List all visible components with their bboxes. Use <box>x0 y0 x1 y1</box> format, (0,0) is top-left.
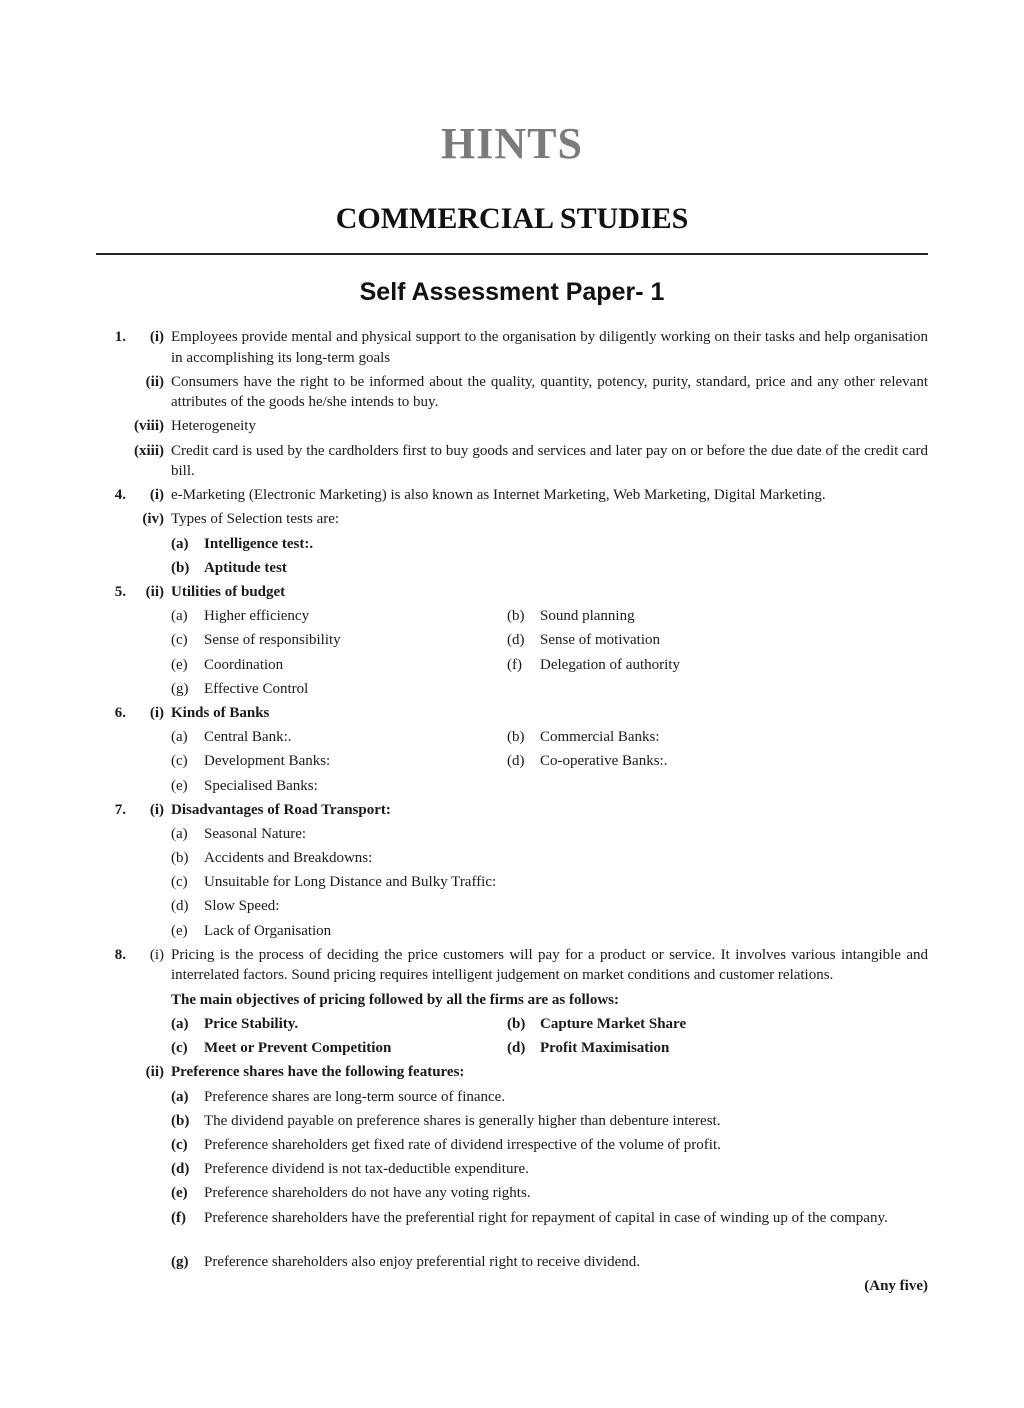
part-label: (i) <box>149 704 164 721</box>
list-item <box>0 1208 1024 1249</box>
item-label: (c) <box>171 1040 188 1057</box>
item-text: Profit Maximisation <box>540 1040 670 1057</box>
subject-title: COMMERCIAL STUDIES <box>335 202 689 235</box>
part-label: (xiii) <box>134 442 164 459</box>
item-text: The dividend payable on preference shares is generally higher than debenture interest. <box>204 1112 721 1129</box>
answer-text: e-Marketing (Electronic Marketing) is also known as Internet Marketing, Web Marketing, Digital Marketing. <box>171 487 826 504</box>
list-row <box>0 606 1024 627</box>
list-item <box>0 1111 1024 1132</box>
item-label: (d) <box>171 1161 190 1178</box>
item-label: (b) <box>507 729 525 746</box>
part-label: (i) <box>149 801 164 818</box>
list-item <box>0 1183 1024 1204</box>
question-number: 8. <box>114 946 126 963</box>
list-row <box>0 751 1024 772</box>
part-label: (viii) <box>134 418 164 435</box>
item-label: (d) <box>171 898 189 915</box>
item-text: Meet or Prevent Competition <box>204 1040 392 1057</box>
objectives-heading: The main objectives of pricing followed by all the firms are as follows: <box>171 991 620 1008</box>
answer-text: Credit card is used by the cardholders first to buy goods and services and later pay on or before the due date of the credit card bill. <box>171 442 928 480</box>
answer-heading: Kinds of Banks <box>171 704 270 721</box>
list-row <box>0 679 1024 700</box>
q4-iv <box>0 509 1024 530</box>
q7-i <box>0 800 1024 821</box>
item-text: Price Stability. <box>204 1016 299 1032</box>
item-label: (f) <box>507 656 522 673</box>
q8-ii <box>0 1062 1024 1083</box>
item-label: (b) <box>507 1016 526 1032</box>
q6-i <box>0 703 1024 724</box>
list-item <box>0 534 1024 555</box>
item-text: Seasonal Nature: <box>204 825 307 842</box>
item-text: Delegation of authority <box>540 656 680 673</box>
item-label: (d) <box>507 1040 526 1057</box>
list-item <box>0 921 1024 942</box>
answer-heading: Utilities of budget <box>171 584 286 600</box>
list-row <box>0 727 1024 748</box>
item-text: Lack of Organisation <box>204 922 332 939</box>
item-label: (a) <box>171 825 188 842</box>
item-text: Commercial Banks: <box>540 729 660 746</box>
q8-i <box>0 945 1024 986</box>
list-row <box>0 655 1024 676</box>
item-text: Development Banks: <box>204 753 331 770</box>
list-item <box>0 872 1024 893</box>
item-label: (g) <box>171 680 189 697</box>
part-label: (i) <box>149 487 164 504</box>
list-item <box>0 1087 1024 1108</box>
item-text: Preference shareholders have the preferential right for repayment of capital in case of winding up of the company. <box>204 1209 888 1226</box>
item-label: (c) <box>171 753 188 770</box>
list-item <box>0 1252 1024 1273</box>
question-number: 5. <box>114 584 126 600</box>
item-text: Coordination <box>204 656 284 673</box>
list-item <box>0 896 1024 917</box>
q8-objectives-heading-row <box>0 990 1024 1011</box>
item-label: (c) <box>171 632 188 649</box>
part-label: (i) <box>149 946 164 963</box>
item-text: Preference shares are long-term source of finance. <box>204 1088 506 1105</box>
item-label: (e) <box>171 922 188 939</box>
item-label: (b) <box>171 559 190 576</box>
answer-heading: Preference shares have the following features: <box>171 1064 465 1081</box>
item-text: Sound planning <box>540 608 635 625</box>
item-label: (a) <box>171 535 189 552</box>
item-text: Co-operative Banks:. <box>540 753 668 770</box>
part-label: (iv) <box>142 511 164 528</box>
q1-viii <box>0 416 1024 437</box>
list-item <box>0 558 1024 579</box>
question-number: 7. <box>114 801 126 818</box>
item-label: (a) <box>171 1088 189 1105</box>
answer-text: Types of Selection tests are: <box>171 511 340 528</box>
hints-title: HINTS <box>441 119 583 168</box>
item-text: Aptitude test <box>204 559 287 576</box>
item-label: (b) <box>507 608 525 625</box>
item-label: (e) <box>171 656 188 673</box>
question-number: 4. <box>114 487 126 504</box>
q1-i <box>0 327 1024 368</box>
question-number: 6. <box>114 704 126 721</box>
list-item <box>0 1135 1024 1156</box>
answer-text: Employees provide mental and physical support to the organisation by diligently working on their tasks and help organisation in accomplishing its long-term goals <box>171 329 928 366</box>
q1-ii <box>0 372 1024 413</box>
answer-heading: Disadvantages of Road Transport: <box>171 801 391 818</box>
item-label: (a) <box>171 608 188 625</box>
list-row <box>0 630 1024 651</box>
item-label: (d) <box>507 632 525 649</box>
item-label: (g) <box>171 1254 189 1271</box>
question-number: 1. <box>114 329 126 345</box>
item-label: (f) <box>171 1209 186 1226</box>
item-text: Effective Control <box>204 680 309 697</box>
item-label: (e) <box>171 777 188 794</box>
answer-text: Pricing is the process of deciding the price customers will pay for a product or service. It involves various intangible and interrelated factors. Sound pricing requires intelligent judgement on market conditions and customer relations. <box>171 946 928 984</box>
part-label: (ii) <box>145 1064 164 1081</box>
paper-title: Self Assessment Paper- 1 <box>359 278 665 306</box>
item-text: Unsuitable for Long Distance and Bulky Traffic: <box>204 874 497 891</box>
item-label: (d) <box>507 753 525 770</box>
part-label: (ii) <box>145 584 164 600</box>
item-label: (b) <box>171 1112 190 1129</box>
item-text: Higher efficiency <box>204 608 310 625</box>
item-text: Slow Speed: <box>204 898 280 915</box>
item-text: Sense of motivation <box>540 632 660 649</box>
part-label: (ii) <box>145 373 164 390</box>
list-row <box>0 1038 1024 1059</box>
list-item <box>0 824 1024 845</box>
item-text: Specialised Banks: <box>204 777 318 794</box>
item-text: Central Bank:. <box>204 729 292 746</box>
answer-text: Heterogeneity <box>171 418 256 435</box>
q5-ii <box>0 582 1024 603</box>
item-label: (a) <box>171 729 188 746</box>
list-item <box>0 848 1024 869</box>
item-text: Intelligence test:. <box>204 535 314 552</box>
q1-xiii <box>0 441 1024 482</box>
list-row <box>0 776 1024 797</box>
item-text: Accidents and Breakdowns: <box>204 850 373 867</box>
q4-i <box>0 485 1024 506</box>
item-label: (c) <box>171 874 188 891</box>
answer-text: Consumers have the right to be informed about the quality, quantity, potency, purity, standard, price and any other relevant attributes of the goods he/she intends to buy. <box>171 373 928 411</box>
item-text: Preference shareholders get fixed rate of dividend irrespective of the volume of profit. <box>204 1136 721 1153</box>
title-divider <box>96 253 928 255</box>
item-label: (b) <box>171 850 189 867</box>
part-label: (i) <box>149 329 164 345</box>
item-label: (e) <box>171 1185 188 1202</box>
list-item <box>0 1159 1024 1180</box>
list-row <box>0 1014 1024 1035</box>
item-label: (c) <box>171 1136 188 1153</box>
answers-body <box>0 327 1024 1301</box>
item-text: Preference shareholders do not have any voting rights. <box>204 1185 531 1202</box>
item-text: Capture Market Share <box>540 1016 687 1032</box>
note-row <box>0 1276 1024 1297</box>
any-five-note: (Any five) <box>864 1278 928 1295</box>
item-text: Preference shareholders also enjoy preferential right to receive dividend. <box>204 1254 641 1271</box>
item-text: Sense of responsibility <box>204 632 341 649</box>
item-text: Preference dividend is not tax-deductible expenditure. <box>204 1161 529 1178</box>
item-label: (a) <box>171 1016 189 1032</box>
